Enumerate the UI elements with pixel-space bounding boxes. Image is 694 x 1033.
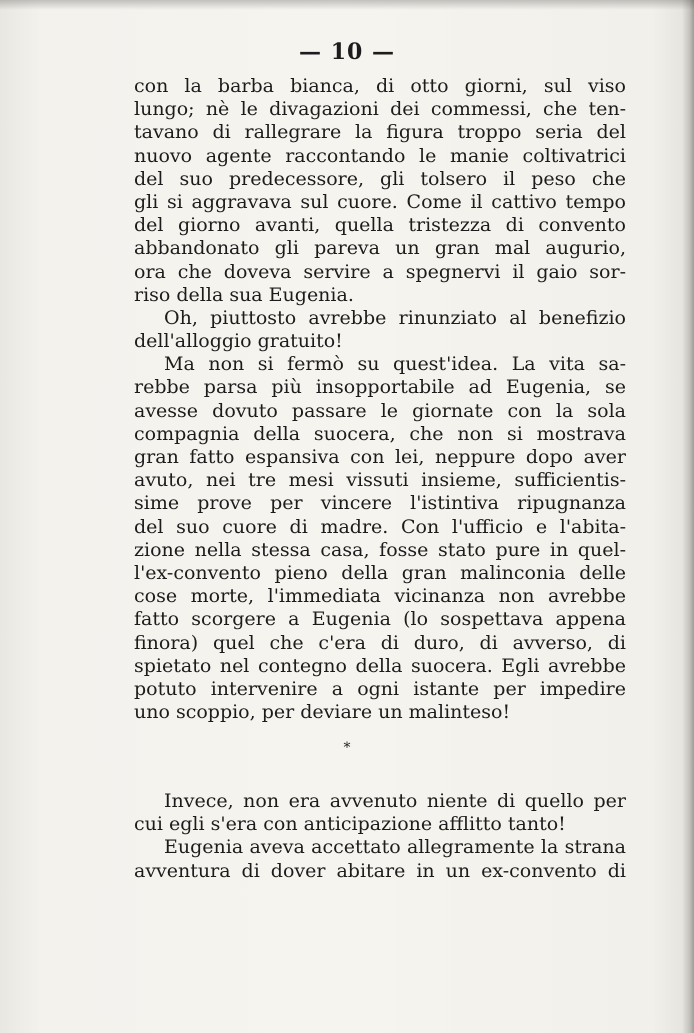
page-right-shadow	[682, 0, 694, 1033]
text-line: abbandonato gli pareva un gran mal augurio,	[134, 237, 626, 260]
text-line: gli si aggravava sul cuore. Come il cattivo tempo	[134, 190, 626, 213]
text-line: fatto scorgere a Eugenia (lo sospettava appena	[134, 608, 626, 631]
page-top-shadow	[0, 0, 694, 10]
text-line: uno scoppio, per deviare un malinteso!	[134, 701, 511, 724]
text-line: avventura di dover abitare in un ex-convento di	[134, 859, 626, 882]
text-line: riso della sua Eugenia.	[134, 283, 354, 306]
section-separator-asterisk: *	[343, 740, 351, 756]
text-line: potuto intervenire a ogni istante per impedire	[134, 677, 626, 700]
text-line: Invece, non era avvenuto niente di quello per	[164, 790, 626, 812]
page-number: — 10 —	[299, 39, 395, 65]
text-line: zione nella stessa casa, fosse stato pure in quel-	[134, 538, 626, 561]
text-line: compagnia della suocera, che non si mostrava	[134, 422, 626, 445]
text-line: Oh, piuttosto avrebbe rinunziato al benefizio	[164, 306, 626, 329]
text-line: rebbe parsa più insopportabile ad Eugenia, se	[134, 376, 626, 399]
text-line: cose morte, l'immediata vicinanza non avrebbe	[134, 585, 626, 608]
text-line: cui egli s'era con anticipazione afflitto tanto!	[134, 813, 566, 836]
text-line: tavano di rallegrare la figura troppo seria del	[134, 121, 626, 144]
text-line: del suo predecessore, gli tolsero il peso che	[134, 167, 626, 190]
text-line: Ma non si fermò su quest'idea. La vita sa-	[164, 353, 626, 376]
text-line: ora che doveva servire a spegnervi il gaio sor-	[134, 260, 626, 283]
text-line: lungo; nè le divagazioni dei commessi, che ten-	[134, 98, 626, 121]
text-line: spietato nel contegno della suocera. Egli avrebbe	[134, 654, 626, 677]
text-line: avuto, nei tre mesi vissuti insieme, sufficientis-	[134, 469, 626, 492]
text-line: l'ex-convento pieno della gran malinconia delle	[134, 561, 626, 584]
text-line: sime prove per vincere l'istintiva ripugnanza	[134, 492, 626, 515]
text-line: dell'alloggio gratuito!	[134, 330, 343, 353]
text-line: con la barba bianca, di otto giorni, sul viso	[134, 75, 626, 97]
text-line: del giorno avanti, quella tristezza di convento	[134, 214, 626, 237]
text-line: avesse dovuto passare le giornate con la sola	[134, 399, 626, 422]
body-text-top	[134, 75, 626, 724]
text-line: gran fatto espansiva con lei, neppure dopo aver	[134, 446, 626, 468]
text-line: Eugenia aveva accettato allegramente la strana	[164, 836, 626, 859]
text-line: finora) quel che c'era di duro, di avverso, di	[134, 631, 626, 654]
text-line: del suo cuore di madre. Con l'ufficio e l'abita-	[134, 515, 626, 538]
body-text-bottom	[134, 790, 626, 883]
text-line: nuovo agente raccontando le manie coltivatrici	[134, 144, 626, 167]
